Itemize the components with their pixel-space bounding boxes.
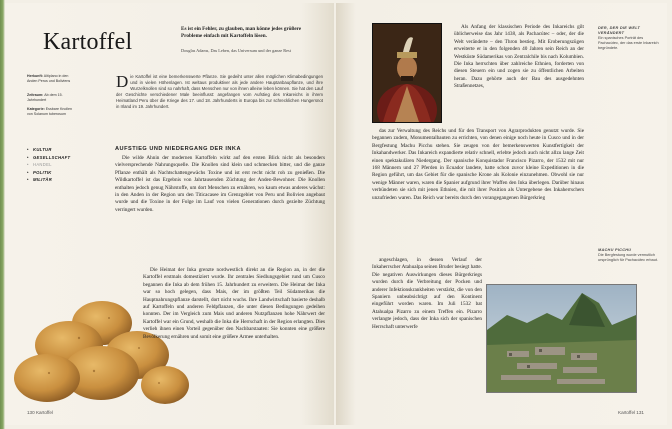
body-paragraph: Die wilde Ahnin der modernen Kartoffeln wirkt auf den ersten Blick nicht als besonders vielversprechende Nahrungsquelle. Die Knollen sind klein und schmecken bitter, und die ganze Pflanze enthält als Nachtschattengewächs Toxine und ist erst recht nicht roh zu genießen. Die Wildkartoffel ist das Ergebnis von Jahrtausenden Züchtung der Anden-Bewohner. Die Knollen enthalten jedoch genug Nährstoffe, um dort Menschen zu ernähren, wo kaum etwas anderes wächst: in den Anden in der Region um den Titicacasee im Grenzgebiet von Peru und Bolivien angebaut wurde und die Toxine in der Folge im Lauf von vielen Generationen durch gezielte Züchtung verringert wurden. [115, 155, 325, 213]
page-number: Kartoffel 131 [618, 410, 644, 415]
fact-origin [27, 74, 77, 84]
fact-period [27, 93, 77, 103]
body-paragraph: angeschlagen, in dessen Verlauf der Inkaherrscher Atahualpa seinen Bruder besiegt hatte. Die negativen Auswirkungen dieses Bürgerkriegs wurden durch die Verbreitung der Pocken und anderer Infektionskrankheiten verstärkt, die von den Spaniern unbeabsichtigt auf den Kontinent eingeführt worden waren. Im Juli 1532 bat Atahualpa Pizarro zu einem Treffen ein. Pizarro verlangte jedoch, dass der Inka sich der spanischen Herrschaft unterwerfe [372, 257, 482, 330]
portrait-caption [598, 26, 660, 51]
epigraph-source: Douglas Adams, Das Leben, das Universum und der ganze Rest [181, 48, 291, 53]
left-page [5, 3, 334, 425]
topic-item: • POLITIK [27, 169, 52, 175]
page-title: Kartoffel [43, 29, 133, 55]
machu-picchu-photo [486, 284, 637, 393]
epigraph-quote: Es ist ein Fehler, zu glauben, man könne jedes größere Probleme einfach mit Kartoffeln lösen. [181, 26, 302, 39]
body-text-bottom [372, 257, 482, 331]
body-text-middle [372, 128, 584, 202]
topic-item: • MILITÄR [27, 177, 53, 183]
caption-text: Ein spanisches Porträt des Pachacútec, der das erste Inkareich begründete. [598, 36, 659, 50]
caption-title: DER, DER DIE WELT VERÄNDERT [598, 26, 641, 35]
topic-list [27, 146, 97, 184]
body-text-top [454, 24, 584, 91]
photo-caption [598, 248, 660, 263]
body-text-continued [143, 267, 325, 341]
caption-text: Die Bergfestung wurde vermutlich ursprünglich für Pachacútec erbaut. [598, 253, 658, 262]
right-page [336, 3, 667, 425]
topic-item: • KULTUR [27, 147, 52, 152]
body-paragraph: Die Heimat der Inka grenzte nordwestlich direkt an die Region an, in der die Kartoffel erstmals domestiziert wurde. Ihr zentrales Siedlungsgebiet rund um Cusco begannen die Inka ab dem frühen 15. Jahrhundert zu erweitern. Die Heimat der Inka war so hoch gelegen, dass Mais, der im größten Teil Südamerikas die Hauptnahrungspflanze darstellt, dort nicht wuchs. Ihre Landwirtschaft basierte deshalb auf Kartoffeln und anderen Feldpflanzen, die unter diesen Bedingungen gedeihen konnten. Der im Vergleich zum Mais und anderen Nutzpflanzen hohe Nährwert der Kartoffel war ein Grund, weshalb die Inka die Herrschaft in der Region erlangten. Dies verlieh ihnen einen Vorteil gegenüber den Nachbarstaaten: Sie konnten eine größere Bevölkerung ernähren und somit eine größere Armee unterhalten. [143, 267, 325, 340]
fact-text: Essbare Knollen von Solanum tuberosum [27, 107, 72, 116]
topic-item: • HANDEL [27, 162, 52, 168]
fact-text: Altiplano in den Anden Perus und Boliviens [27, 74, 71, 83]
section-heading: AUFSTIEG UND NIEDERGANG DER INKA [115, 146, 242, 152]
body-paragraph: Als Anfang der klassischen Periode des Inkareichs gilt üblicherweise das Jahr 1438, als Pachacútec – oder, der die Welt veränderte – den Thron bestieg. Mit Eroberungszügen erweiterte er in den folgenden 40 Jahren sein Reich an der Westküste Südamerikas von Zentralchile bis nach Kolumbien. Die Inka herrschten über zahlreiche Ethnien, forderten von diesen Steuern ein und zogen sie zu öffentlichen Arbeiten heran. Dazu gehörte auch der Bau des ausgedehnten Straßennetzes, [454, 24, 584, 90]
fact-text: Ab dem 15. Jahrhundert [27, 93, 63, 102]
inca-portrait-image [372, 23, 442, 123]
fact-label: Herkunft: [27, 74, 43, 78]
body-paragraph: das zur Verwaltung des Reichs und für den Transport von Agrarprodukten genutzt wurde. Sie begannen zudem, Monumentalbauten zu errichten, von denen einige noch heute in Cusco und in der Bergfestung Machu Picchu stehen. Sie zeugen von der bemerkenswerten Kunstfertigkeit der Inkahandwerker. Das Inkareich expandierte relativ schnell, erlebte jedoch auch nicht allzu lange Zeit einen spektakulären Niedergang. Der spanische Konquistador Francisco Pizarro, der 1532 mit nur 168 Männern und 27 Pferden in Ecuador landete, hatte schon zuvor kleine Expeditionen in die Region geführt, um das Gebiet für die spanische Krone als Kolonie einzunehmen. Obwohl sie nur wenige Männer waren, waren die Spanier aufgrund ihrer Waffen den Inka überlegen. Darüber hinaus verbündeten sie sich mit jenen Ethnien, die mit ihrer Position als Untergebene des Inkaherrschers unzufrieden waren. Das Reich war bereits durch den vorangegangenen Bürgerkrieg [372, 128, 584, 201]
intro-text: ie Kartoffel ist eine bemerkenswerte Pflanze. Sie gedeiht unter allen möglichen Klimabedingungen und in vielen Höhenlagen. Ist weltaus produktiver als jede andere Hauptanbaupflanze, und ihre Wurzelknollen sind so nahrhaft, dass Menschen nur von ihnen alleine leben können. Sie hat den Lauf der Geschichte verschiedener Male beeinflusst: angefangen vom Aufstieg des Inkareichs in ihrem Heimatland Peru über die Kriege des 17. und 18. Jahrhunderts in Europa bis zur schrecklichen Hungersnot in Irland im 19. Jahrhundert. [116, 74, 323, 110]
caption-title: MACHU PICCHU [598, 248, 632, 252]
intro-paragraph [116, 74, 323, 111]
fact-label: Kategorie: [27, 107, 45, 111]
body-text [115, 155, 325, 215]
fact-category [27, 107, 77, 117]
drop-cap: D [116, 72, 129, 91]
page-number: 130 Kartoffel [27, 410, 53, 415]
topic-item: • GESELLSCHAFT [27, 154, 71, 160]
fact-label: Zeitraum: [27, 93, 44, 97]
